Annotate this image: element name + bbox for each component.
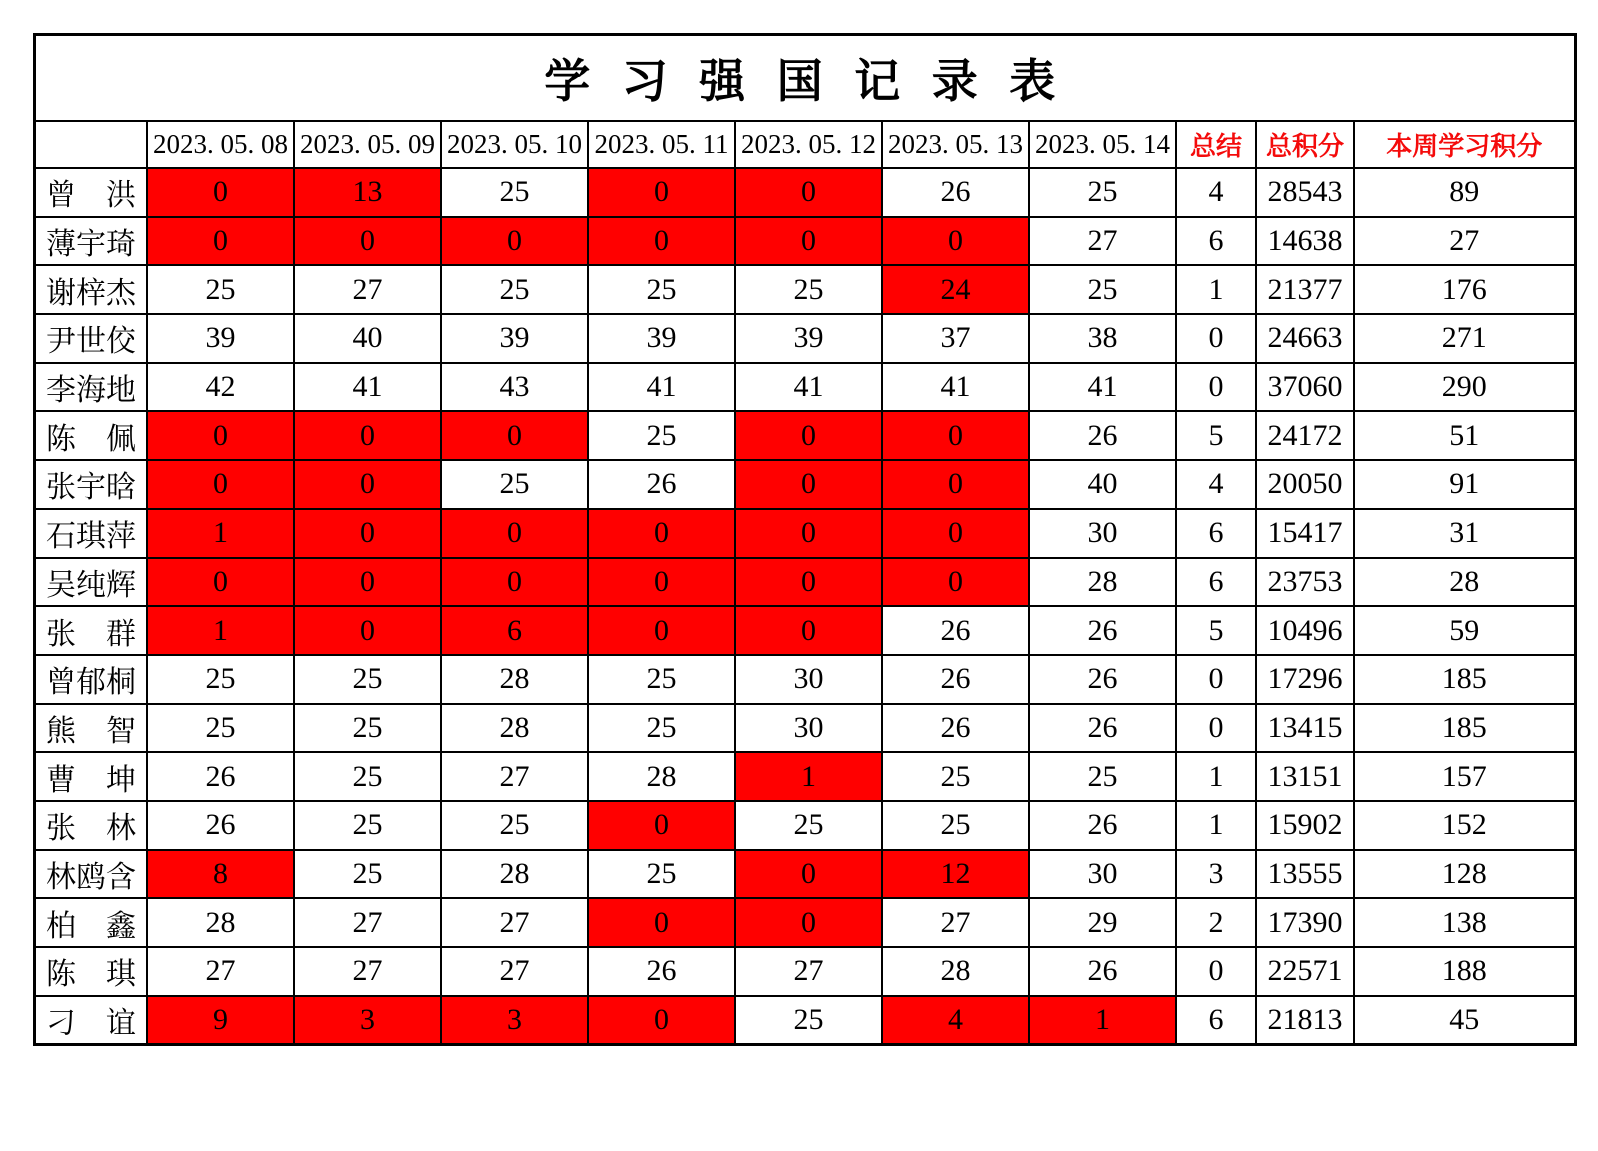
daily-score-cell: 25 — [294, 704, 441, 753]
date-header: 2023. 05. 12 — [735, 121, 882, 168]
daily-score-cell: 26 — [147, 801, 294, 850]
student-name: 张宇晗 — [35, 460, 148, 509]
total-score-cell: 37060 — [1256, 363, 1354, 412]
daily-score-cell: 41 — [882, 363, 1029, 412]
daily-score-cell: 28 — [1029, 558, 1176, 607]
week-score-cell: 138 — [1354, 898, 1575, 947]
table-row — [35, 460, 1576, 509]
daily-score-cell: 28 — [441, 655, 588, 704]
summary-count-cell: 6 — [1176, 558, 1256, 607]
daily-score-cell: 25 — [882, 752, 1029, 801]
daily-score-cell: 43 — [441, 363, 588, 412]
daily-score-cell: 25 — [882, 801, 1029, 850]
table-row — [35, 996, 1576, 1045]
daily-score-cell: 3 — [441, 996, 588, 1045]
daily-score-cell: 0 — [441, 558, 588, 607]
week-score-cell: 157 — [1354, 752, 1575, 801]
daily-score-cell: 0 — [147, 168, 294, 217]
table-row — [35, 509, 1576, 558]
total-score-cell: 14638 — [1256, 217, 1354, 266]
week-score-cell: 152 — [1354, 801, 1575, 850]
daily-score-cell: 0 — [882, 558, 1029, 607]
daily-score-cell: 0 — [735, 606, 882, 655]
daily-score-cell: 25 — [294, 850, 441, 899]
daily-score-cell: 38 — [1029, 314, 1176, 363]
summary-count-cell: 6 — [1176, 509, 1256, 558]
daily-score-cell: 25 — [588, 265, 735, 314]
daily-score-cell: 0 — [588, 509, 735, 558]
daily-score-cell: 26 — [1029, 411, 1176, 460]
daily-score-cell: 0 — [441, 509, 588, 558]
date-header: 2023. 05. 08 — [147, 121, 294, 168]
daily-score-cell: 1 — [147, 509, 294, 558]
daily-score-cell: 28 — [588, 752, 735, 801]
table-row — [35, 704, 1576, 753]
summary-count-cell: 5 — [1176, 411, 1256, 460]
total-score-cell: 28543 — [1256, 168, 1354, 217]
week-score-cell: 59 — [1354, 606, 1575, 655]
total-score-cell: 13555 — [1256, 850, 1354, 899]
daily-score-cell: 40 — [294, 314, 441, 363]
daily-score-cell: 25 — [441, 265, 588, 314]
daily-score-cell: 0 — [588, 217, 735, 266]
student-name: 张林 — [35, 801, 148, 850]
daily-score-cell: 26 — [147, 752, 294, 801]
table-row — [35, 606, 1576, 655]
daily-score-cell: 27 — [441, 898, 588, 947]
table-row — [35, 898, 1576, 947]
total-score-cell: 22571 — [1256, 947, 1354, 996]
daily-score-cell: 4 — [882, 996, 1029, 1045]
daily-score-cell: 27 — [441, 752, 588, 801]
table-row — [35, 801, 1576, 850]
student-name: 谢梓杰 — [35, 265, 148, 314]
daily-score-cell: 0 — [147, 217, 294, 266]
table-row — [35, 363, 1576, 412]
daily-score-cell: 28 — [441, 704, 588, 753]
total-score-cell: 23753 — [1256, 558, 1354, 607]
daily-score-cell: 6 — [441, 606, 588, 655]
daily-score-cell: 25 — [147, 265, 294, 314]
daily-score-cell: 0 — [294, 217, 441, 266]
summary-count-cell: 6 — [1176, 217, 1256, 266]
daily-score-cell: 25 — [588, 850, 735, 899]
daily-score-cell: 25 — [441, 460, 588, 509]
daily-score-cell: 30 — [735, 704, 882, 753]
summary-count-cell: 0 — [1176, 947, 1256, 996]
title-row — [35, 35, 1576, 122]
total-score-cell: 13151 — [1256, 752, 1354, 801]
daily-score-cell: 27 — [1029, 217, 1176, 266]
week-score-cell: 45 — [1354, 996, 1575, 1045]
daily-score-cell: 0 — [588, 558, 735, 607]
daily-score-cell: 0 — [882, 217, 1029, 266]
summary-count-cell: 1 — [1176, 265, 1256, 314]
daily-score-cell: 0 — [735, 411, 882, 460]
daily-score-cell: 27 — [882, 898, 1029, 947]
summary-count-cell: 0 — [1176, 314, 1256, 363]
daily-score-cell: 28 — [441, 850, 588, 899]
daily-score-cell: 0 — [588, 168, 735, 217]
student-name: 石琪萍 — [35, 509, 148, 558]
daily-score-cell: 12 — [882, 850, 1029, 899]
daily-score-cell: 26 — [1029, 704, 1176, 753]
daily-score-cell: 25 — [735, 801, 882, 850]
week-score-cell: 271 — [1354, 314, 1575, 363]
total-score-cell: 17296 — [1256, 655, 1354, 704]
daily-score-cell: 0 — [294, 606, 441, 655]
daily-score-cell: 39 — [735, 314, 882, 363]
daily-score-cell: 0 — [441, 411, 588, 460]
daily-score-cell: 40 — [1029, 460, 1176, 509]
daily-score-cell: 39 — [441, 314, 588, 363]
student-name: 陈佩 — [35, 411, 148, 460]
daily-score-cell: 30 — [1029, 509, 1176, 558]
week-score-cell: 176 — [1354, 265, 1575, 314]
daily-score-cell: 0 — [441, 217, 588, 266]
daily-score-cell: 29 — [1029, 898, 1176, 947]
summary-count-cell: 0 — [1176, 655, 1256, 704]
summary-count-cell: 5 — [1176, 606, 1256, 655]
daily-score-cell: 27 — [294, 265, 441, 314]
total-score-cell: 13415 — [1256, 704, 1354, 753]
daily-score-cell: 1 — [147, 606, 294, 655]
student-name: 林鸥含 — [35, 850, 148, 899]
week-score-cell: 27 — [1354, 217, 1575, 266]
daily-score-cell: 24 — [882, 265, 1029, 314]
daily-score-cell: 25 — [294, 655, 441, 704]
header-row — [35, 121, 1576, 168]
table-row — [35, 411, 1576, 460]
daily-score-cell: 26 — [1029, 801, 1176, 850]
student-name: 柏鑫 — [35, 898, 148, 947]
daily-score-cell: 0 — [735, 898, 882, 947]
summary-count-cell: 1 — [1176, 801, 1256, 850]
daily-score-cell: 28 — [882, 947, 1029, 996]
total-score-header: 总积分 — [1256, 121, 1354, 168]
daily-score-cell: 0 — [294, 509, 441, 558]
daily-score-cell: 37 — [882, 314, 1029, 363]
total-score-cell: 17390 — [1256, 898, 1354, 947]
summary-count-cell: 4 — [1176, 460, 1256, 509]
daily-score-cell: 26 — [1029, 947, 1176, 996]
daily-score-cell: 26 — [588, 460, 735, 509]
student-name: 张群 — [35, 606, 148, 655]
daily-score-cell: 25 — [441, 801, 588, 850]
week-score-cell: 128 — [1354, 850, 1575, 899]
daily-score-cell: 25 — [1029, 168, 1176, 217]
total-score-cell: 24663 — [1256, 314, 1354, 363]
daily-score-cell: 25 — [1029, 752, 1176, 801]
summary-count-cell: 0 — [1176, 704, 1256, 753]
date-header: 2023. 05. 14 — [1029, 121, 1176, 168]
daily-score-cell: 25 — [294, 801, 441, 850]
daily-score-cell: 0 — [147, 460, 294, 509]
total-score-cell: 20050 — [1256, 460, 1354, 509]
daily-score-cell: 26 — [1029, 655, 1176, 704]
student-name: 曾郁桐 — [35, 655, 148, 704]
daily-score-cell: 0 — [147, 558, 294, 607]
table-row — [35, 752, 1576, 801]
daily-score-cell: 25 — [147, 655, 294, 704]
date-header: 2023. 05. 13 — [882, 121, 1029, 168]
daily-score-cell: 39 — [588, 314, 735, 363]
daily-score-cell: 27 — [735, 947, 882, 996]
daily-score-cell: 0 — [735, 460, 882, 509]
daily-score-cell: 41 — [1029, 363, 1176, 412]
daily-score-cell: 3 — [294, 996, 441, 1045]
student-name: 曾洪 — [35, 168, 148, 217]
daily-score-cell: 0 — [588, 996, 735, 1045]
record-table — [33, 33, 1577, 1046]
week-score-cell: 290 — [1354, 363, 1575, 412]
student-name: 薄宇琦 — [35, 217, 148, 266]
daily-score-cell: 42 — [147, 363, 294, 412]
daily-score-cell: 25 — [1029, 265, 1176, 314]
daily-score-cell: 0 — [882, 460, 1029, 509]
summary-count-cell: 2 — [1176, 898, 1256, 947]
daily-score-cell: 30 — [1029, 850, 1176, 899]
daily-score-cell: 27 — [147, 947, 294, 996]
daily-score-cell: 26 — [588, 947, 735, 996]
daily-score-cell: 0 — [294, 558, 441, 607]
week-score-cell: 31 — [1354, 509, 1575, 558]
daily-score-cell: 0 — [588, 606, 735, 655]
daily-score-cell: 0 — [588, 801, 735, 850]
week-score-header: 本周学习积分 — [1354, 121, 1575, 168]
daily-score-cell: 41 — [588, 363, 735, 412]
daily-score-cell: 0 — [294, 460, 441, 509]
table-row — [35, 217, 1576, 266]
daily-score-cell: 25 — [735, 265, 882, 314]
daily-score-cell: 26 — [882, 606, 1029, 655]
daily-score-cell: 0 — [588, 898, 735, 947]
daily-score-cell: 25 — [735, 996, 882, 1045]
table-row — [35, 558, 1576, 607]
week-score-cell: 188 — [1354, 947, 1575, 996]
student-name: 陈琪 — [35, 947, 148, 996]
daily-score-cell: 27 — [294, 898, 441, 947]
daily-score-cell: 30 — [735, 655, 882, 704]
study-record-sheet — [0, 33, 1598, 1151]
daily-score-cell: 0 — [735, 558, 882, 607]
daily-score-cell: 1 — [1029, 996, 1176, 1045]
summary-count-cell: 0 — [1176, 363, 1256, 412]
total-score-cell: 15902 — [1256, 801, 1354, 850]
week-score-cell: 51 — [1354, 411, 1575, 460]
total-score-cell: 15417 — [1256, 509, 1354, 558]
week-score-cell: 185 — [1354, 704, 1575, 753]
week-score-cell: 89 — [1354, 168, 1575, 217]
table-row — [35, 265, 1576, 314]
daily-score-cell: 25 — [588, 655, 735, 704]
summary-count-cell: 3 — [1176, 850, 1256, 899]
daily-score-cell: 0 — [735, 509, 882, 558]
table-row — [35, 168, 1576, 217]
summary-count-cell: 1 — [1176, 752, 1256, 801]
daily-score-cell: 25 — [588, 704, 735, 753]
daily-score-cell: 26 — [882, 168, 1029, 217]
daily-score-cell: 39 — [147, 314, 294, 363]
student-name: 熊智 — [35, 704, 148, 753]
date-header: 2023. 05. 10 — [441, 121, 588, 168]
summary-count-cell: 6 — [1176, 996, 1256, 1045]
daily-score-cell: 25 — [294, 752, 441, 801]
daily-score-cell: 0 — [147, 411, 294, 460]
daily-score-cell: 26 — [882, 704, 1029, 753]
student-name: 曹坤 — [35, 752, 148, 801]
daily-score-cell: 0 — [735, 217, 882, 266]
student-name: 尹世佼 — [35, 314, 148, 363]
daily-score-cell: 27 — [441, 947, 588, 996]
student-name: 刁谊 — [35, 996, 148, 1045]
daily-score-cell: 41 — [294, 363, 441, 412]
daily-score-cell: 8 — [147, 850, 294, 899]
total-score-cell: 10496 — [1256, 606, 1354, 655]
daily-score-cell: 26 — [1029, 606, 1176, 655]
summary-header: 总结 — [1176, 121, 1256, 168]
daily-score-cell: 26 — [882, 655, 1029, 704]
daily-score-cell: 41 — [735, 363, 882, 412]
daily-score-cell: 0 — [882, 509, 1029, 558]
summary-count-cell: 4 — [1176, 168, 1256, 217]
student-name: 李海地 — [35, 363, 148, 412]
corner-cell — [35, 121, 148, 168]
table-row — [35, 947, 1576, 996]
daily-score-cell: 25 — [441, 168, 588, 217]
week-score-cell: 185 — [1354, 655, 1575, 704]
table-row — [35, 850, 1576, 899]
daily-score-cell: 0 — [294, 411, 441, 460]
date-header: 2023. 05. 09 — [294, 121, 441, 168]
daily-score-cell: 9 — [147, 996, 294, 1045]
table-row — [35, 314, 1576, 363]
daily-score-cell: 13 — [294, 168, 441, 217]
week-score-cell: 28 — [1354, 558, 1575, 607]
daily-score-cell: 0 — [735, 850, 882, 899]
table-row — [35, 655, 1576, 704]
week-score-cell: 91 — [1354, 460, 1575, 509]
daily-score-cell: 0 — [882, 411, 1029, 460]
total-score-cell: 24172 — [1256, 411, 1354, 460]
daily-score-cell: 1 — [735, 752, 882, 801]
daily-score-cell: 0 — [735, 168, 882, 217]
daily-score-cell: 25 — [147, 704, 294, 753]
student-name: 吴纯辉 — [35, 558, 148, 607]
page-title: 学 习 强 国 记 录 表 — [35, 35, 1576, 122]
daily-score-cell: 27 — [294, 947, 441, 996]
total-score-cell: 21813 — [1256, 996, 1354, 1045]
total-score-cell: 21377 — [1256, 265, 1354, 314]
daily-score-cell: 28 — [147, 898, 294, 947]
daily-score-cell: 25 — [588, 411, 735, 460]
date-header: 2023. 05. 11 — [588, 121, 735, 168]
